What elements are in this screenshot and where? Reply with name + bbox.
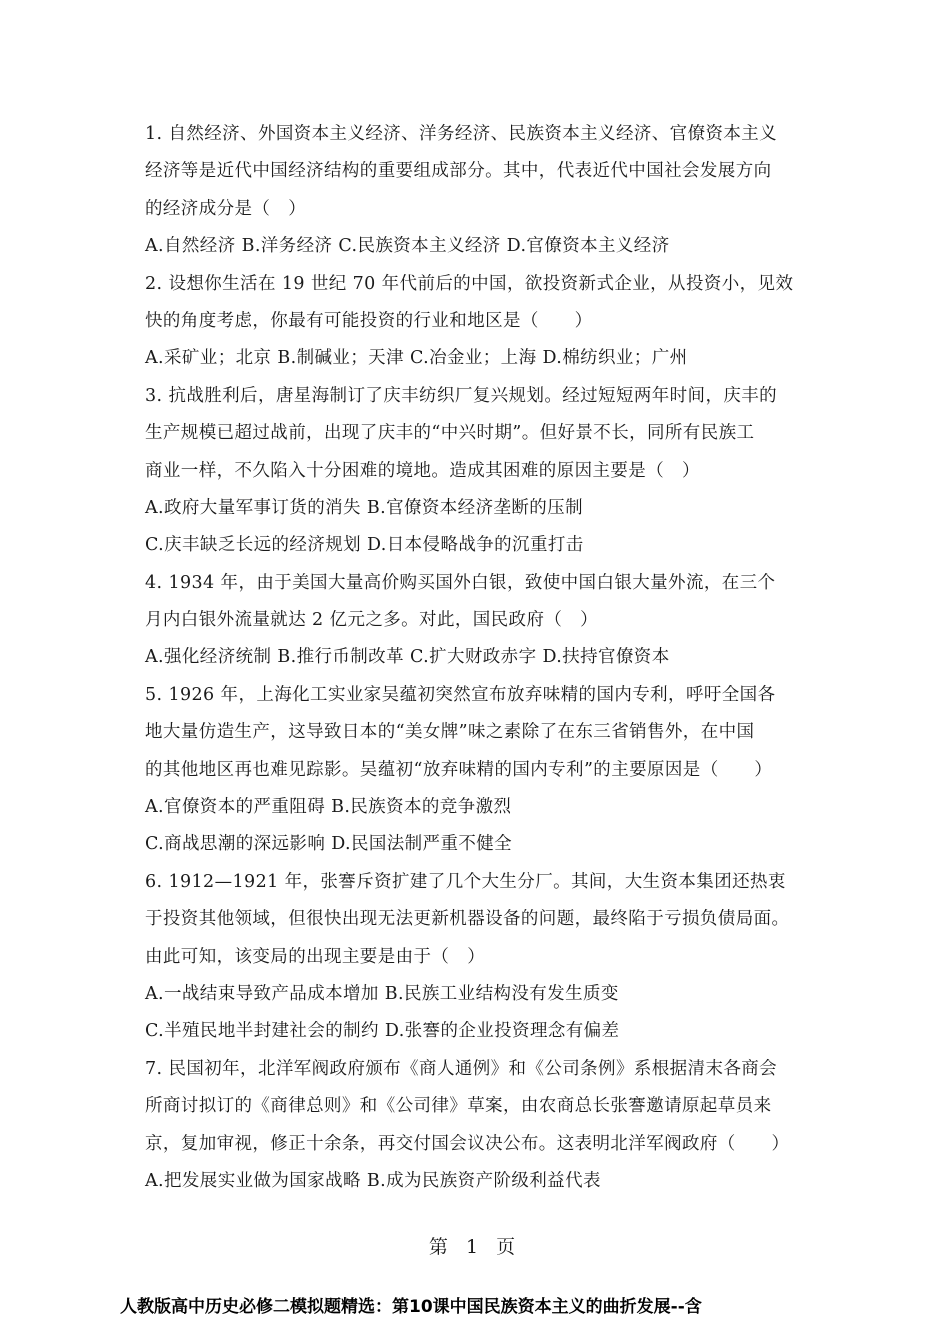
- text-line: 经济等是近代中国经济结构的重要组成部分。其中，代表近代中国社会发展方向: [145, 161, 772, 182]
- question-list: [145, 116, 807, 1200]
- text-line: 生产规模已超过战前，出现了庆丰的“中兴时期”。但好景不长，同所有民族工: [145, 423, 755, 444]
- text-line: 4. 1934 年，由于美国大量高价购买国外白银，致使中国白银大量外流，在三个: [145, 572, 776, 593]
- text-line: 京，复加审视，修正十余条，再交付国会议决公布。这表明北洋军阀政府（ ）: [145, 1133, 790, 1154]
- text-line: 1. 自然经济、外国资本主义经济、洋务经济、民族资本主义经济、官僚资本主义: [145, 124, 778, 144]
- text-line: A.官僚资本的严重阻碍 B.民族资本的竞争激烈: [145, 797, 512, 818]
- text-line: 5. 1926 年，上海化工实业家吴蕴初突然宣布放弃味精的国内专利，呼吁全国各: [145, 684, 776, 705]
- text-line: A.把发展实业做为国家战略 B.成为民族资产阶级利益代表: [145, 1170, 601, 1191]
- text-line: 7. 民国初年，北洋军阀政府颁布《商人通例》和《公司条例》系根据清末各商会: [145, 1058, 778, 1079]
- text-line: 3. 抗战胜利后，唐星海制订了庆丰纺织厂复兴规划。经过短短两年时间，庆丰的: [145, 385, 778, 406]
- text-line: A.采矿业；北京 B.制碱业；天津 C.冶金业；上海 D.棉纺织业；广州: [145, 348, 688, 369]
- text-line: A.一战结束导致产品成本增加 B.民族工业结构没有发生质变: [145, 983, 619, 1004]
- text-line: 地大量仿造生产，这导致日本的“美女牌”味之素除了在东三省销售外，在中国: [145, 722, 755, 743]
- text-line: 的其他地区再也难见踪影。吴蕴初“放弃味精的国内专利”的主要原因是（ ）: [145, 759, 773, 780]
- text-line: A.自然经济 B.洋务经济 C.民族资本主义经济 D.官僚资本主义经济: [145, 236, 670, 257]
- text-line: 的经济成分是（ ）: [145, 198, 307, 219]
- text-line: A.强化经济统制 B.推行币制改革 C.扩大财政赤字 D.扶持官僚资本: [145, 647, 670, 668]
- text-line: 快的角度考虑，你最有可能投资的行业和地区是（ ）: [145, 310, 593, 331]
- text-line: 月内白银外流量就达 2 亿元之多。对此，国民政府（ ）: [145, 610, 599, 631]
- text-line: 2. 设想你生活在 19 世纪 70 年代前后的中国，欲投资新式企业，从投资小，见效: [145, 273, 794, 294]
- text-line: C.庆丰缺乏长远的经济规划 D.日本侵略战争的沉重打击: [145, 535, 584, 556]
- text-line: 6. 1912—1921 年，张謇斥资扩建了几个大生分厂。其间，大生资本集团还热衷: [145, 871, 786, 892]
- page-number: 第 1 页: [428, 1236, 522, 1258]
- text-line: C.半殖民地半封建社会的制约 D.张謇的企业投资理念有偏差: [145, 1021, 620, 1042]
- text-line: C.商战思潮的深远影响 D.民国法制严重不健全: [145, 834, 513, 855]
- text-line: 所商讨拟订的《商律总则》和《公司律》草案，由农商总长张謇邀请原起草员来: [145, 1096, 772, 1117]
- text-line: A.政府大量军事订货的消失 B.官僚资本经济垄断的压制: [145, 497, 583, 518]
- text-line: 于投资其他领域，但很快出现无法更新机器设备的问题，最终陷于亏损负债局面。: [145, 909, 790, 930]
- document-footer-title: 人教版高中历史必修二模拟题精选：第10课中国民族资本主义的曲折发展--含: [120, 1297, 702, 1317]
- text-line: 商业一样，不久陷入十分困难的境地。造成其困难的原因主要是（ ）: [145, 460, 700, 481]
- text-line: 由此可知，该变局的出现主要是由于（ ）: [145, 946, 486, 967]
